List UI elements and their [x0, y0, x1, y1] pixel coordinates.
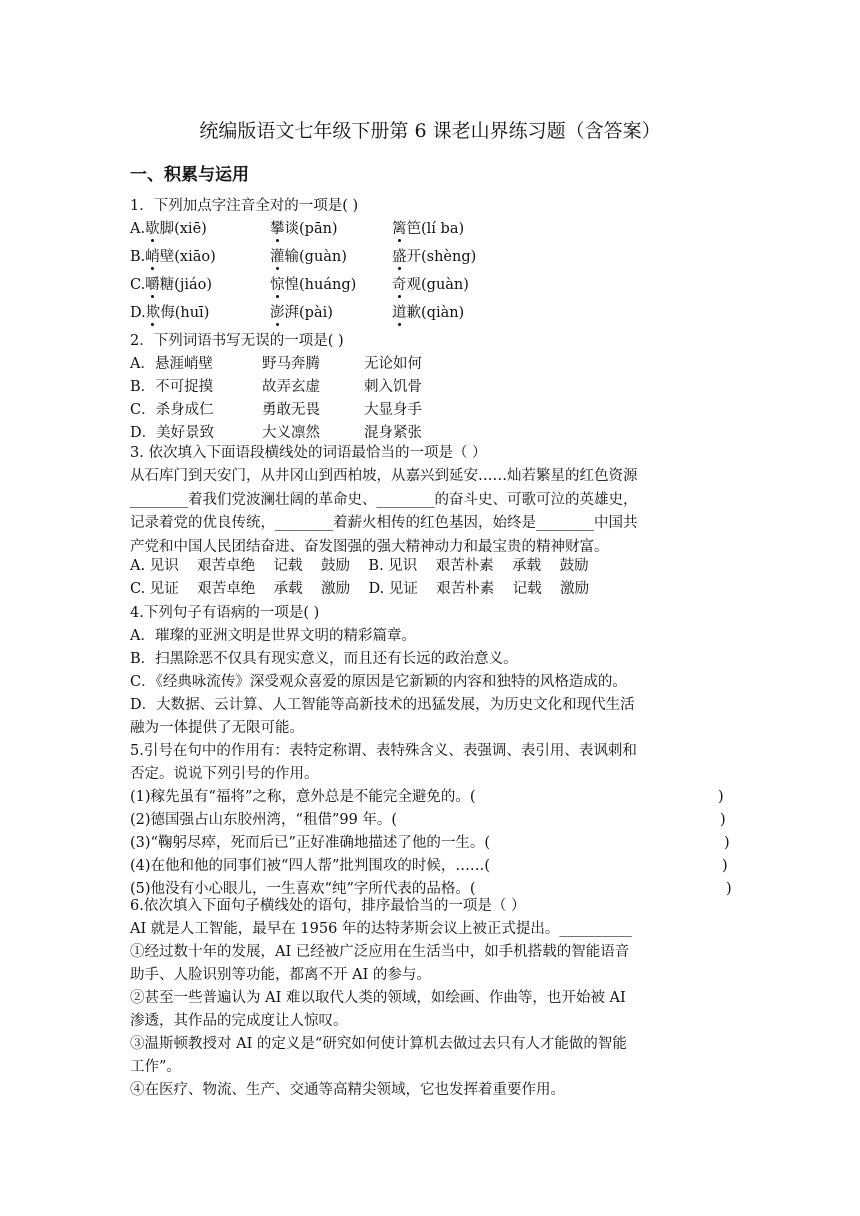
text: 开(shèng): [406, 249, 477, 265]
q1-word: [270, 303, 333, 323]
q4-option-c: C．《经典咏流传》深受观众喜爱的原因是它新颖的内容和独特的风格造成的。: [130, 674, 627, 690]
q3-passage-line: 记录着党的优良传统，________着薪火相传的红色基因，始终是________中国共: [130, 515, 638, 531]
emphasis-char: 道: [392, 305, 407, 321]
q1-stem: 1．下列加点字注音全对的一项是( ): [130, 198, 359, 214]
q2-word: B．不可捉摸: [130, 379, 214, 395]
emphasis-char: 欺: [145, 305, 161, 321]
q4-option-d-cont: 融为一体提供了无限可能。: [130, 720, 304, 736]
q1-word: [392, 303, 464, 323]
emphasis-char: 嚼: [145, 277, 160, 293]
text: 湃(pài): [284, 305, 333, 321]
emphasis-char: 攀: [270, 221, 285, 237]
q2-word: 故弄玄虚: [262, 379, 320, 395]
q5-item: [130, 810, 730, 830]
q4-option-d: D．大数据、云计算、人工智能等高新技术的迅猛发展，为历史文化和现代生活: [130, 697, 635, 713]
section-heading: 一、积累与运用: [130, 165, 249, 185]
emphasis-char: 奇: [392, 277, 407, 293]
q6-item: ②甚至一些普遍认为 AI 难以取代人类的领域，如绘画、作曲等，也开始被 AI: [130, 990, 626, 1006]
q6-item: 渗透，其作品的完成度让人惊叹。: [130, 1013, 348, 1029]
q1-word: [130, 303, 209, 323]
q3-option-line: C. 见证 艰苦卓绝 承载 激励 D. 见证 艰苦朴素 记载 激励: [130, 581, 590, 597]
text: 壁(xiāo): [159, 249, 216, 265]
text: 笆(lí ba): [406, 221, 465, 237]
q6-item: ①经过数十年的发展，AI 已经被广泛应用在生活当中，如手机搭载的智能语音: [130, 944, 630, 960]
document-title: 统编版语文七年级下册第 6 课老山界练习题（含答案）: [199, 120, 661, 142]
emphasis-char: 澎: [270, 305, 285, 321]
text: 歉(qiàn): [406, 305, 465, 321]
q2-word: 大显身手: [364, 402, 422, 418]
q1-word: [392, 247, 476, 267]
answer-blank-close: ): [718, 789, 724, 805]
q2-word: 勇敢无畏: [262, 402, 320, 418]
q2-word: 野马奔腾: [262, 356, 320, 372]
q3-stem: 3. 依次填入下面语段横线处的词语最恰当的一项是（ ）: [130, 445, 487, 461]
text: 脚(xiē): [159, 221, 207, 237]
text: 谈(pān): [284, 221, 338, 237]
q1-word: [270, 275, 356, 295]
q2-word: 刺入饥骨: [364, 379, 422, 395]
q5-item-text: (4)在他和他的同事们被“四人帮”批判围攻的时候，……(: [130, 858, 491, 874]
q1-word: [130, 247, 216, 267]
q3-passage-line: 产党和中国人民团结奋进、奋发图强的强大精神动力和最宝贵的精神财富。: [130, 539, 609, 555]
text: 侮(huī): [160, 305, 210, 321]
q6-item: 助手、人脸识别等功能，都离不开 AI 的参与。: [130, 967, 431, 983]
text: 惶(huáng): [284, 277, 357, 293]
q4-stem: 4.下列句子有语病的一项是( ): [130, 605, 320, 621]
emphasis-char: 篱: [392, 221, 407, 237]
q1-word: [392, 219, 464, 239]
q6-lead: AI 就是人工智能，最早在 1956 年的达特茅斯会议上被正式提出。__________: [130, 921, 632, 937]
q6-item: 工作”。: [130, 1059, 181, 1075]
q5-item: [130, 787, 730, 807]
emphasis-char: 惊: [270, 277, 285, 293]
text: D.: [130, 305, 146, 321]
text: B.: [130, 249, 146, 265]
text: 输(guàn): [284, 249, 347, 265]
q1-word: [270, 219, 338, 239]
q5-stem-cont: 否定。说说下列引号的作用。: [130, 766, 319, 782]
answer-blank-close: ): [722, 858, 728, 874]
text: C.: [130, 277, 146, 293]
q5-item: [130, 833, 730, 853]
q2-word: 混身紧张: [364, 425, 422, 441]
q2-word: C．杀身成仁: [130, 402, 214, 418]
q5-item-text: (2)德国强占山东胶州湾，“租借”99 年。(: [130, 812, 398, 828]
emphasis-char: 灌: [270, 249, 285, 265]
text: 观(guàn): [406, 277, 469, 293]
q5-stem: 5.引号在句中的作用有：表特定称谓、表特殊含义、表强调、表引用、表讽刺和: [130, 743, 637, 759]
q1-word: [130, 275, 212, 295]
q3-passage-line: ________着我们党波澜壮阔的革命史、________的奋斗史、可歌可泣的英雄史，: [130, 492, 638, 508]
q2-word: 大义凛然: [262, 425, 320, 441]
q1-word: [130, 219, 207, 239]
text: A.: [130, 221, 146, 237]
q3-passage-line: 从石库门到天安门，从井冈山到西柏坡，从嘉兴到延安……灿若繁星的红色资源: [130, 468, 638, 484]
emphasis-char: 峭: [145, 249, 160, 265]
emphasis-char: 盛: [392, 249, 407, 265]
q5-item-text: (1)稼先虽有“福将”之称，意外总是不能完全避免的。(: [130, 789, 476, 805]
q4-option-a: A．璀璨的亚洲文明是世界文明的精彩篇章。: [130, 628, 416, 644]
q2-word: 无论如何: [364, 356, 422, 372]
emphasis-char: 歇: [145, 221, 160, 237]
q2-stem: 2．下列词语书写无误的一项是( ): [130, 333, 344, 349]
q5-item: [130, 856, 730, 876]
q5-item-text: (5)他没有小心眼儿，一生喜欢“纯”字所代表的品格。(: [130, 881, 476, 897]
q3-option-line: A. 见识 艰苦卓绝 记载 鼓励 B. 见识 艰苦朴素 承载 鼓励: [130, 558, 589, 574]
q6-stem: 6.依次填入下面句子横线处的语句，排序最恰当的一项是（ ）: [130, 898, 526, 914]
q6-item: ③温斯顿教授对 AI 的定义是“研究如何使计算机去做过去只有人才能做的智能: [130, 1036, 627, 1052]
q1-word: [270, 247, 347, 267]
answer-blank-close: ): [720, 812, 726, 828]
answer-blank-close: ): [724, 835, 730, 851]
q4-option-b: B．扫黑除恶不仅具有现实意义，而且还有长远的政治意义。: [130, 651, 518, 667]
q1-word: [392, 275, 469, 295]
q5-item-text: (3)“鞠躬尽瘁，死而后已”正好准确地描述了他的一生。(: [130, 835, 491, 851]
q2-word: D．美好景致: [130, 425, 215, 441]
text: 糖(jiáo): [159, 277, 213, 293]
answer-blank-close: ): [726, 881, 732, 897]
q2-word: A．悬涯峭壁: [130, 356, 213, 372]
q6-item: ④在医疗、物流、生产、交通等高精尖领域，它也发挥着重要作用。: [130, 1082, 565, 1098]
